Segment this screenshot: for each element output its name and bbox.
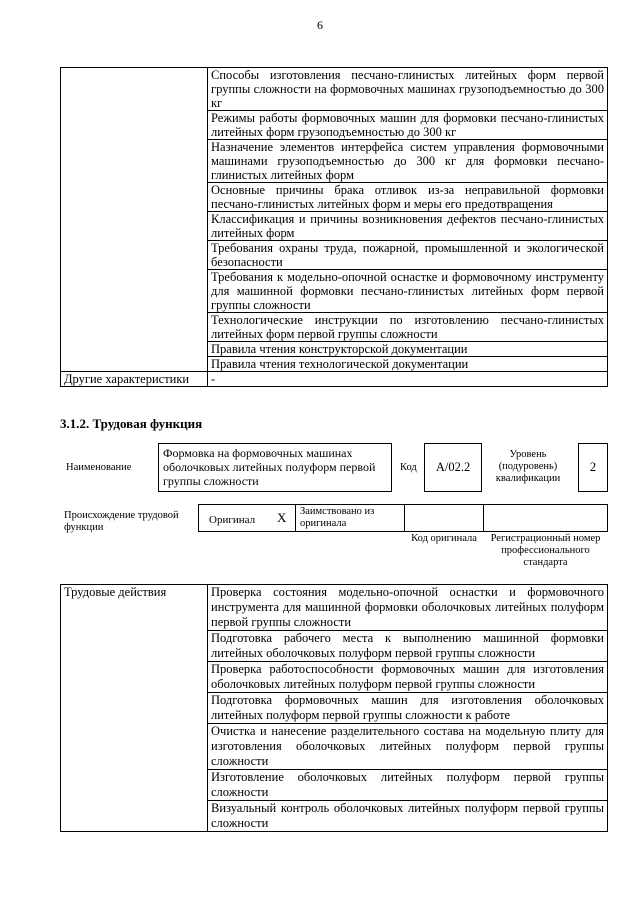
action-item: Проверка состояния модельно-опочной оснастки и формовочного инструмента для машинной формовки оболочковых литейных полуформ первой группы сложности	[208, 585, 608, 631]
action-item: Очистка и нанесение разделительного состава на модельную плиту для изготовления оболочковых литейных полуформ первой группы сложности	[208, 724, 608, 770]
knowledge-item: Правила чтения технологической документации	[208, 357, 608, 372]
origin-label: Происхождение трудовой функции	[64, 510, 179, 533]
reg-number-label: Регистрационный номер профессионального стандарта	[490, 533, 601, 568]
table-row	[61, 585, 608, 631]
name-label: Наименование	[66, 462, 132, 473]
knowledge-item: Назначение элементов интерфейса систем управления формовочными машинами грузоподъемностью до 300 кг для формовки песчано-глинистых литейных форм	[208, 140, 608, 183]
knowledge-item: Режимы работы формовочных машин для формовки песчано-глинистых литейных форм грузоподъемностью до 300 кг	[208, 111, 608, 140]
action-item: Проверка работоспособности формовочных машин для изготовления оболочковых литейных полуформ первой группы сложности	[208, 662, 608, 693]
code-of-original-label: Код оригинала	[411, 533, 477, 544]
other-characteristics-value: -	[208, 372, 608, 387]
original-mark: X	[277, 510, 287, 525]
knowledge-item: Классификация и причины возникновения дефектов песчано-глинистых литейных форм	[208, 212, 608, 241]
labor-actions-label: Трудовые действия	[61, 585, 208, 832]
labor-actions-table	[60, 584, 608, 832]
knowledge-item: Технологические инструкции по изготовлению песчано-глинистых литейных форм первой группы сложности	[208, 313, 608, 342]
table-row	[61, 68, 608, 111]
table-label-cell	[61, 68, 208, 372]
action-item: Изготовление оболочковых литейных полуформ первой группы сложности	[208, 770, 608, 801]
knowledge-item: Требования к модельно-опочной оснастке и формовочному инструменту для машинной формовки песчано-глинистых литейных форм первой группы сложности	[208, 270, 608, 313]
table-row	[61, 372, 608, 387]
knowledge-item: Правила чтения конструкторской документации	[208, 342, 608, 357]
code-label: Код	[400, 462, 417, 473]
reg-number-box	[483, 504, 608, 532]
action-item: Подготовка рабочего места к выполнению машинной формовки литейных оболочковых полуформ первой группы сложности	[208, 631, 608, 662]
original-box	[198, 504, 296, 532]
action-item: Визуальный контроль оболочковых литейных полуформ первой группы сложности	[208, 801, 608, 832]
code-value-box: A/02.2	[424, 443, 482, 492]
section-title: 3.1.2. Трудовая функция	[60, 416, 203, 431]
knowledge-item: Требования охраны труда, пожарной, промышленной и экологической безопасности	[208, 241, 608, 270]
page-number: 6	[317, 18, 323, 32]
level-label: Уровень (подуровень) квалификации	[495, 449, 561, 484]
knowledge-table	[60, 67, 608, 387]
level-value-box: 2	[578, 443, 608, 492]
function-name-box: Формовка на формовочных машинах оболочковых литейных полуформ первой группы сложности	[158, 443, 392, 492]
action-item: Подготовка формовочных машин для изготовления оболочковых литейных полуформ первой группы сложности к работе	[208, 693, 608, 724]
knowledge-item: Способы изготовления песчано-глинистых литейных форм первой группы сложности на формовочных машинах грузоподъемностью до 300 кг	[208, 68, 608, 111]
other-characteristics-label: Другие характеристики	[61, 372, 208, 387]
code-of-original-box	[404, 504, 484, 532]
original-label: Оригинал	[209, 514, 256, 526]
borrowed-box: Заимствовано из оригинала	[295, 504, 405, 532]
knowledge-item: Основные причины брака отливок из-за неправильной формовки песчано-глинистых литейных форм и меры его предотвращения	[208, 183, 608, 212]
